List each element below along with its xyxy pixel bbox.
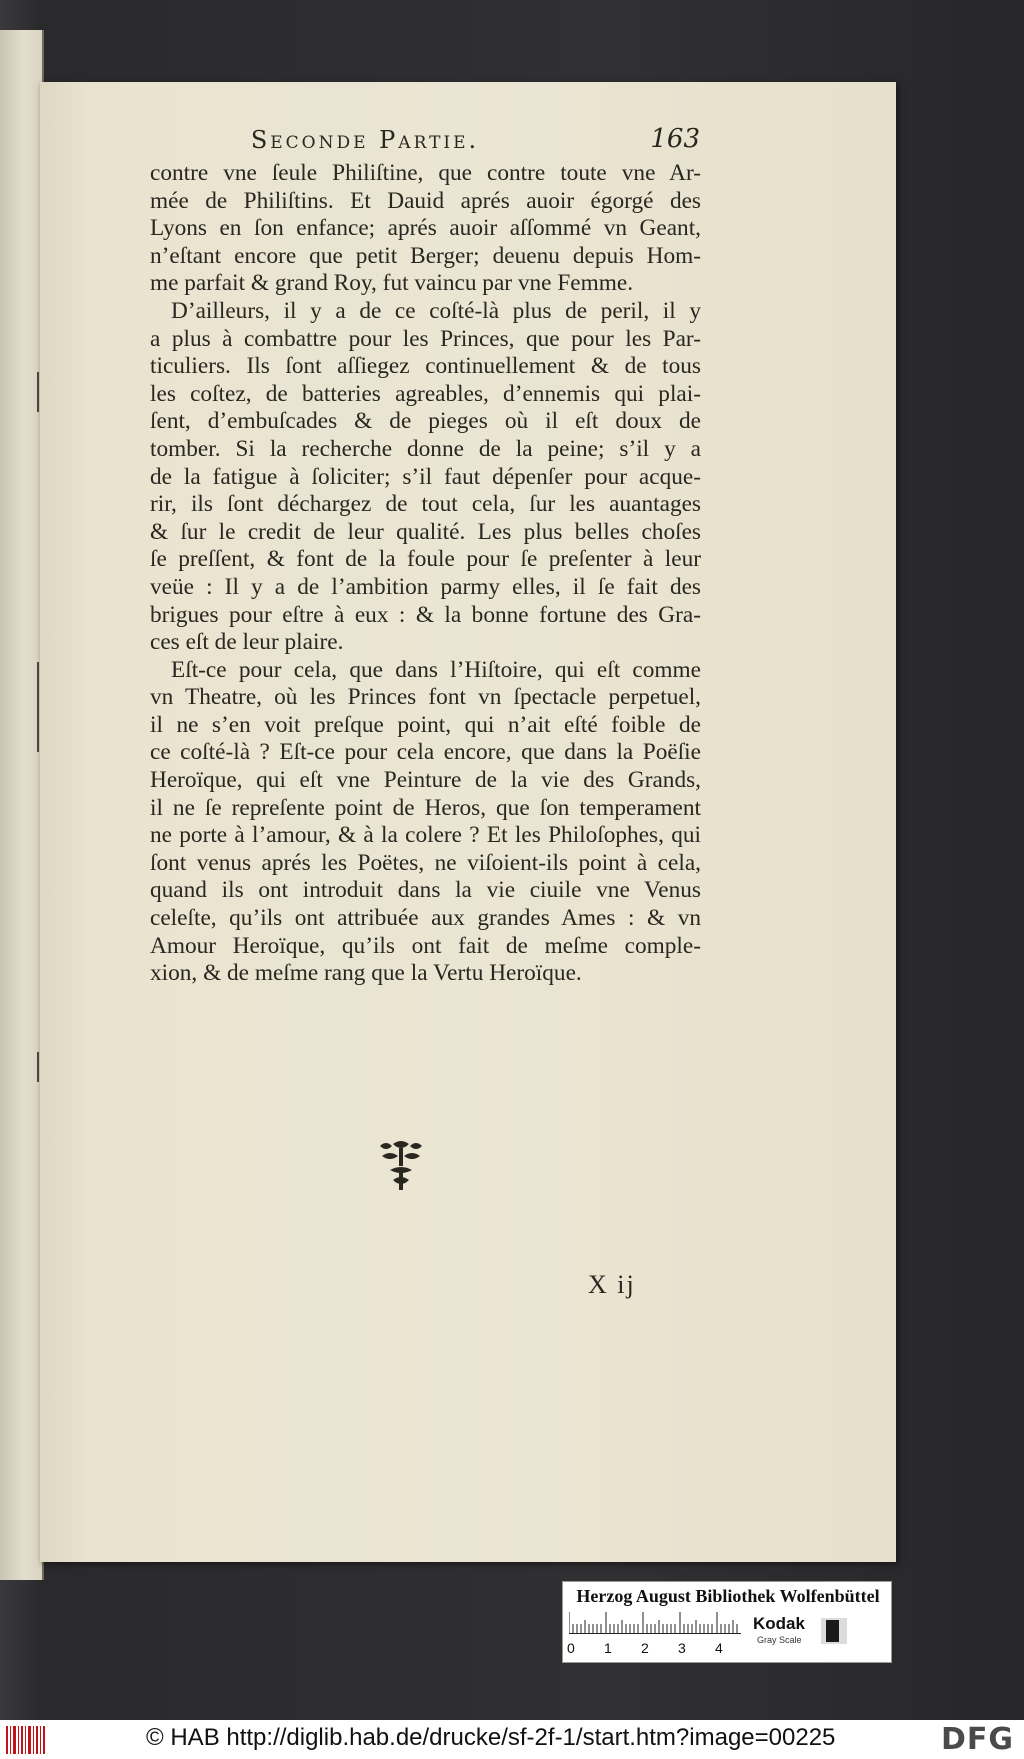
scale-number: 1 <box>604 1640 612 1656</box>
text-line: ce coſté-là ? Eſt-ce pour cela encore, que dans la Poëſie <box>150 739 701 766</box>
text-line: a plus à combattre pour les Princes, que pour les Par- <box>150 325 701 352</box>
barcode-icon <box>6 1726 46 1754</box>
text-line: Heroïque, qui eſt vne Peinture de la vie des Grands, <box>150 767 701 794</box>
color-calibration-chart <box>562 1581 892 1663</box>
text-line: ces eſt de leur plaire. <box>150 629 344 656</box>
signature-mark: X ij <box>588 1270 636 1299</box>
text-line: de la fatigue à ſoliciter; s’il faut dépenſer pour acque- <box>150 463 701 490</box>
scale-number: 4 <box>715 1640 723 1656</box>
text-line: Lyons en ſon enfance; aprés auoir aſſommé vn Geant, <box>150 215 701 242</box>
running-head: Seconde Partie. <box>250 126 480 154</box>
scale-number: 0 <box>567 1640 575 1656</box>
ruler-scale <box>569 1612 741 1634</box>
margin-mark <box>37 372 39 412</box>
margin-mark <box>37 662 39 752</box>
text-line: & ſur le credit de leur qualité. Les plus belles choſes <box>150 518 701 545</box>
text-line: ſent, d’embuſcades & de pieges où il eſt doux de <box>150 408 701 435</box>
text-line: rir, ils ſont déchargez de tout cela, ſur les auantages <box>150 491 701 518</box>
scale-numbers <box>569 1640 741 1658</box>
text-line: Amour Heroïque, qu’ils ont fait de meſme comple- <box>150 932 701 959</box>
scale-number: 2 <box>641 1640 649 1656</box>
text-line: il ne s’en voit preſque point, qui n’ait eſté foible de <box>150 711 701 738</box>
gray-patch <box>821 1618 847 1644</box>
dfg-logo: DFG <box>940 1722 1014 1757</box>
previous-page-edge <box>0 30 44 1580</box>
scale-number: 3 <box>678 1640 686 1656</box>
footer-bar <box>0 1720 1024 1759</box>
text-line: ne porte à l’amour, & à la colere ? Et les Philoſophes, qui <box>150 822 701 849</box>
fleuron-ornament-icon <box>376 1140 426 1192</box>
text-line: il ne ſe repreſente point de Heros, que ſon temperament <box>150 794 701 821</box>
gray-scale-label: Gray Scale <box>757 1635 802 1645</box>
text-line: Eſt-ce pour cela, que dans l’Hiſtoire, qui eſt comme <box>171 656 701 683</box>
text-line: xion, & de meſme rang que la Vertu Heroïque. <box>150 960 582 987</box>
text-line: vn Theatre, où les Princes font vn ſpectacle perpetuel, <box>150 684 701 711</box>
text-line: ſont venus aprés les Poëtes, ne viſoient-ils point à cela, <box>150 849 701 876</box>
text-line: mée de Philiſtins. Et Dauid aprés auoir égorgé des <box>150 187 701 214</box>
text-line: n’eſtant encore que petit Berger; deuenu depuis Hom- <box>150 242 701 269</box>
text-line: ticuliers. Ils ſont aſſiegez continuellement & de tous <box>150 353 701 380</box>
text-line: tomber. Si la recherche donne de la peine; s’il y a <box>150 435 701 462</box>
copyright-url[interactable]: © HAB http://diglib.hab.de/drucke/sf-2f-1/start.htm?image=00225 <box>146 1724 836 1751</box>
text-line: contre vne ſeule Philiſtine, que contre toute vne Ar- <box>150 160 701 186</box>
text-line: les coſtez, de batteries agreables, d’ennemis qui plai- <box>150 380 701 407</box>
text-line: me parfait & grand Roy, fut vaincu par vne Femme. <box>150 270 634 297</box>
text-line: brigues pour eſtre à eux : & la bonne fortune des Gra- <box>150 601 701 628</box>
text-line: quand ils ont introduit dans la vie ciuile vne Venus <box>150 877 701 904</box>
text-line: veüe : Il y a de l’ambition parmy elles, il ſe fait des <box>150 573 701 600</box>
body-text <box>150 160 701 988</box>
text-line: celeſte, qu’ils ont attribuée aux grandes Ames : & vn <box>150 905 701 932</box>
page-number: 163 <box>650 124 700 154</box>
text-line: ſe preſſent, & font de la foule pour ſe preſenter à leur <box>150 546 701 573</box>
chart-title: Herzog August Bibliothek Wolfenbüttel <box>576 1586 880 1606</box>
margin-mark <box>37 1052 39 1082</box>
kodak-logo: Kodak <box>753 1614 805 1633</box>
text-line: D’ailleurs, il y a de ce coſté-là plus de peril, il y <box>171 297 701 324</box>
